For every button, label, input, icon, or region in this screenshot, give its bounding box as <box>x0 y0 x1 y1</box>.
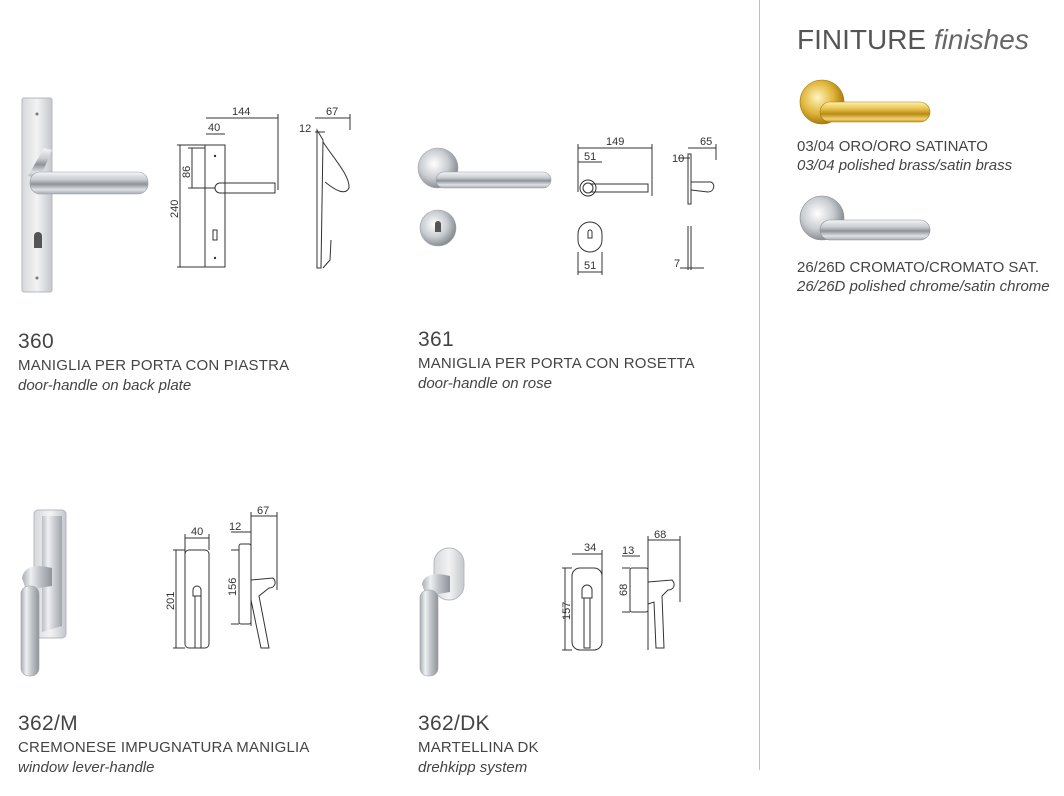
dim-360-12: 12 <box>299 123 312 135</box>
dim-362m-12: 12 <box>229 521 242 533</box>
product-code: 362/DK <box>418 712 490 735</box>
finishes-title-main: FINITURE <box>797 24 927 55</box>
column-divider <box>759 0 760 770</box>
dim-360-240: 240 <box>169 199 181 218</box>
finish-item-gold <box>797 137 1012 175</box>
product-name-en: door-handle on rose <box>418 375 552 392</box>
product-name-it: MANIGLIA PER PORTA CON PIASTRA <box>18 357 290 374</box>
dim-361-7: 7 <box>674 258 681 270</box>
dim-362m-201: 201 <box>165 591 177 610</box>
product-362m-drawing <box>165 500 295 660</box>
product-362m-photo <box>16 506 76 678</box>
dim-362m-156: 156 <box>227 577 239 596</box>
product-360-photo <box>18 96 153 296</box>
product-name-it: CREMONESE IMPUGNATURA MANIGLIA <box>18 739 310 756</box>
finish-label-en: 26/26D polished chrome/satin chrome <box>797 278 1050 295</box>
dim-362m-40: 40 <box>191 526 204 538</box>
dim-362dk-157: 157 <box>561 601 573 620</box>
finish-label-en: 03/04 polished brass/satin brass <box>797 157 1013 174</box>
product-360-drawing <box>165 100 360 275</box>
dim-362m-67: 67 <box>257 505 270 517</box>
product-362dk-drawing <box>558 530 698 655</box>
dim-360-86: 86 <box>181 165 193 178</box>
product-362dk-photo <box>414 546 470 678</box>
dim-361-149: 149 <box>606 136 625 148</box>
dim-360-40: 40 <box>208 122 221 134</box>
product-name-it: MARTELLINA DK <box>418 739 539 756</box>
dim-360-67: 67 <box>326 106 339 118</box>
product-code: 362/M <box>18 712 78 735</box>
dim-361-10: 10 <box>672 153 685 165</box>
dim-361-51b: 51 <box>584 260 597 272</box>
product-name-en: window lever-handle <box>18 759 155 776</box>
finish-swatch-gold <box>798 78 933 130</box>
product-name-it: MANIGLIA PER PORTA CON ROSETTA <box>418 355 695 372</box>
finishes-title <box>797 24 1029 56</box>
product-361-drawing <box>568 130 728 280</box>
dim-361-51: 51 <box>584 151 597 163</box>
product-code: 361 <box>418 328 454 351</box>
dim-362dk-13: 13 <box>622 545 635 557</box>
finish-label-it: 26/26D CROMATO/CROMATO SAT. <box>797 259 1039 276</box>
dim-362dk-68b: 68 <box>618 583 630 596</box>
finish-label-it: 03/04 ORO/ORO SATINATO <box>797 138 988 155</box>
product-361-photo <box>416 146 556 251</box>
dim-360-144: 144 <box>232 106 251 118</box>
product-name-en: drehkipp system <box>418 759 528 776</box>
product-360-caption <box>18 330 289 395</box>
finishes-title-italic: finishes <box>933 24 1029 55</box>
product-362m-caption <box>18 712 310 777</box>
dim-361-65: 65 <box>700 136 713 148</box>
dim-362dk-68: 68 <box>654 529 667 541</box>
product-name-en: door-handle on back plate <box>18 377 192 394</box>
dim-362dk-34: 34 <box>584 542 597 554</box>
finish-swatch-chrome <box>798 196 933 248</box>
finish-item-chrome <box>797 258 1050 296</box>
product-code: 360 <box>18 330 54 353</box>
product-362dk-caption <box>418 712 539 777</box>
product-361-caption <box>418 328 695 393</box>
